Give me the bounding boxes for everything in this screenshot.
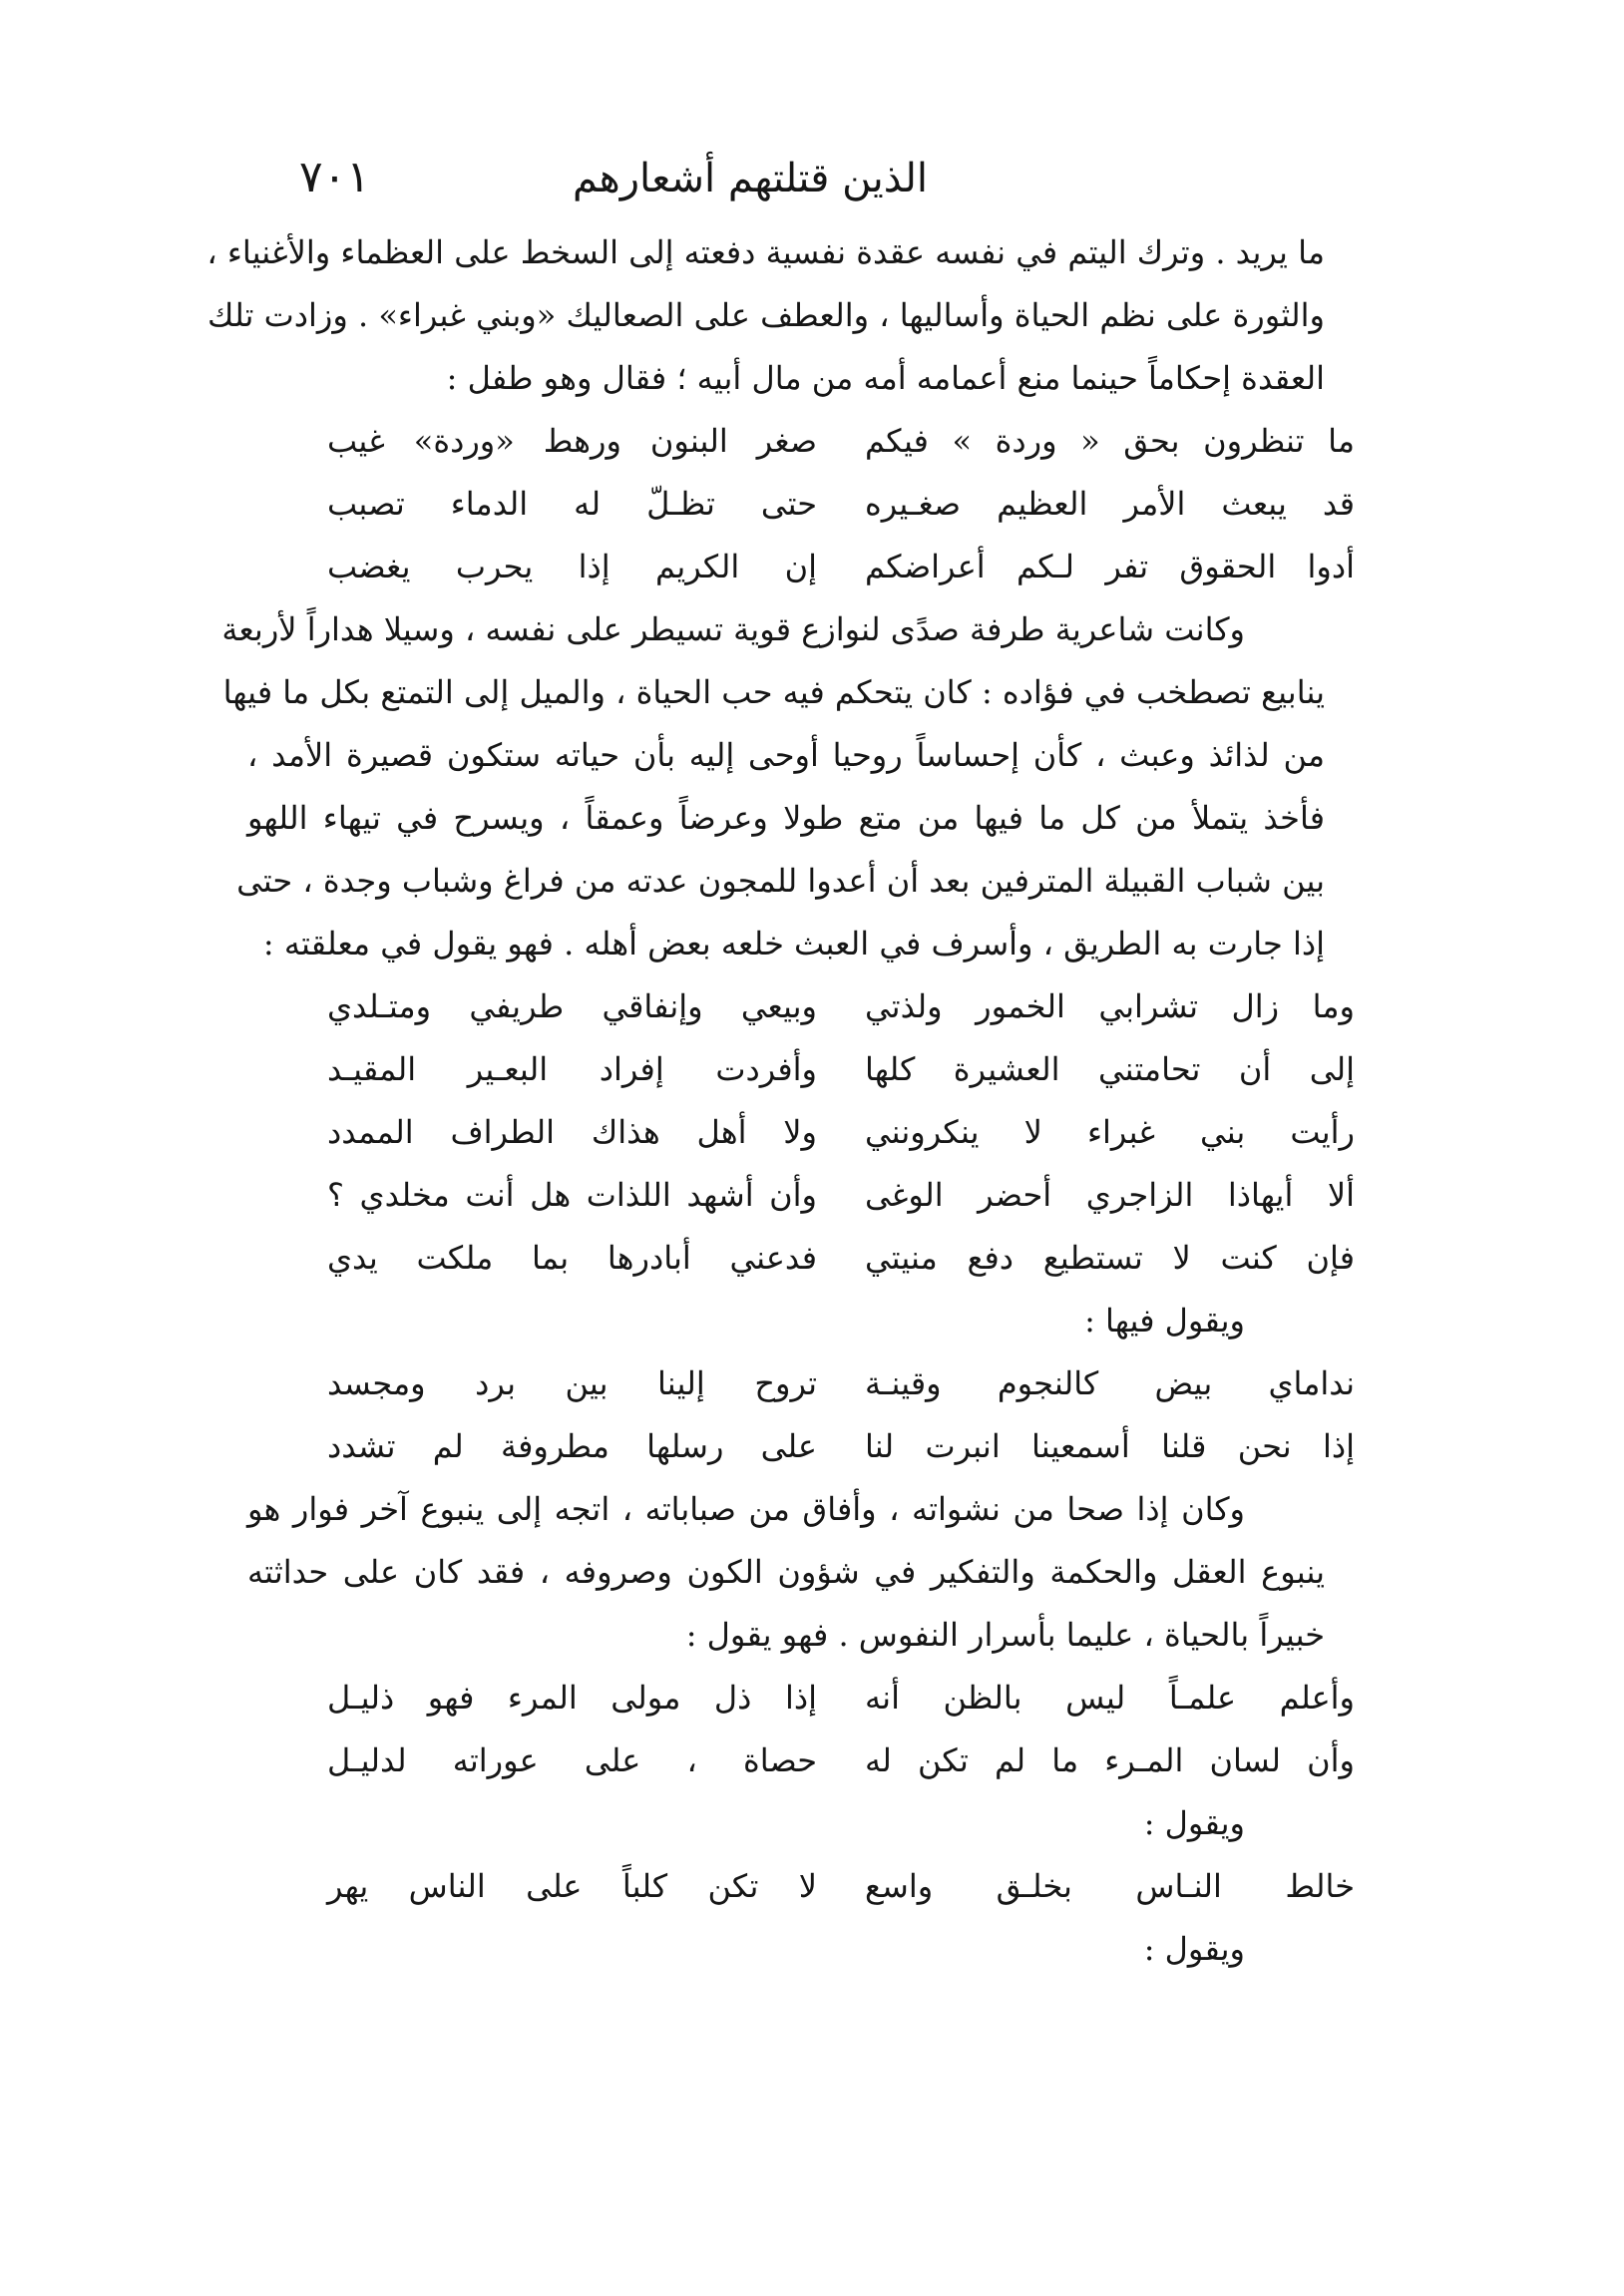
verse-line	[327, 1101, 1355, 1164]
verse-intro-line: ويقول :	[1143, 1804, 1245, 1842]
verse-hemistich-first: وأعلم علمـاً ليس بالظن أنه	[865, 1679, 1355, 1717]
page-body	[206, 221, 1355, 1981]
paragraph-line: بين شباب القبيلة المترفين بعد أن أعدوا للمجون عدته من فراغ وشباب وجدة ، حتى	[236, 862, 1325, 900]
verse-line	[327, 1227, 1355, 1290]
verse-hemistich-second: وأفردت إفراد البعـير المقيـد	[327, 1050, 817, 1088]
running-title: الذين قتلتهم أشعارهم	[572, 156, 928, 201]
verse-line	[327, 1855, 1355, 1918]
verse-hemistich-first: وأن لسان المـرء ما لم تكن له	[865, 1741, 1355, 1779]
verse-line	[327, 410, 1355, 473]
verse-line	[327, 1038, 1355, 1101]
verse-line	[327, 975, 1355, 1038]
paragraph-line: ما يريد . وترك اليتم في نفسه عقدة نفسية دفعته إلى السخط على العظماء والأغنياء ،	[206, 233, 1325, 271]
verse-hemistich-second: وأن أشهد اللذات هل أنت مخلدي ؟	[327, 1176, 817, 1214]
paragraph-line: وكانت شاعرية طرفة صدًى لنوازع قوية تسيطر على نفسه ، وسيلا هداراً لأربعة	[221, 610, 1245, 648]
paragraph-line: العقدة إحكاماً حينما منع أعمامه أمه من مال أبيه ؛ فقال وهو طفل :	[446, 359, 1325, 397]
verse-hemistich-first: أدوا الحقوق تفر لـكم أعراضكم	[865, 548, 1355, 585]
verse-intro-line: ويقول فيها :	[1084, 1302, 1245, 1339]
verse-hemistich-first: قد يبعث الأمر العظيم صغـيره	[865, 485, 1355, 523]
verse-hemistich-second: لا تكن كلباً على الناس يهر	[327, 1867, 817, 1905]
verse-hemistich-second: صغر البنون ورهط «وردة» غيب	[327, 422, 817, 460]
verse-hemistich-first: إذا نحن قلنا أسمعينا انبرت لنا	[865, 1427, 1355, 1465]
paragraph-line: فأخذ يتملأ من كل ما فيها من متع طولا وعرضاً وعمقاً ، ويسرح في تيهاء اللهو	[247, 799, 1325, 837]
verse-hemistich-first: ما تنظرون بحق « وردة » فيكم	[865, 422, 1355, 460]
verse-hemistich-first: إلى أن تحامتني العشيرة كلها	[865, 1050, 1355, 1088]
verse-hemistich-first: رأيت بني غبراء لا ينكرونني	[865, 1113, 1355, 1151]
verse-line	[327, 1164, 1355, 1227]
verse-line	[327, 1667, 1355, 1729]
paragraph-line: وكان إذا صحا من نشواته ، وأفاق من صباباته ، اتجه إلى ينبوع آخر فوار هو	[247, 1490, 1246, 1528]
verse-hemistich-second: على رسلها مطروفة لم تشدد	[327, 1427, 817, 1465]
verse-hemistich-first: فإن كنت لا تستطيع دفع منيتي	[865, 1239, 1355, 1277]
verse-hemistich-second: حصاة ، على عوراته لدليـل	[327, 1741, 817, 1779]
verse-hemistich-first: وما زال تشرابي الخمور ولذتي	[865, 987, 1355, 1025]
verse-hemistich-second: حتى تظـلّ له الدماء تصبب	[327, 485, 817, 523]
verse-intro-line: ويقول :	[1143, 1930, 1245, 1968]
verse-hemistich-second: ولا أهل هذاك الطراف الممدد	[327, 1113, 817, 1151]
paragraph-line: ينابيع تصطخب في فؤاده : كان يتحكم فيه حب الحياة ، والميل إلى التمتع بكل ما فيها	[222, 673, 1325, 711]
paragraph-line: إذا جارت به الطريق ، وأسرف في العبث خلعه بعض أهله . فهو يقول في معلقته :	[262, 925, 1325, 962]
verse-hemistich-second: إن الكريم إذا يحرب يغضب	[327, 548, 817, 585]
verse-line	[327, 1415, 1355, 1478]
paragraph-line: من لذائذ وعبث ، كأن إحساساً روحيا أوحى إليه بأن حياته ستكون قصيرة الأمد ،	[247, 736, 1325, 774]
verse-hemistich-first: ألا أيهاذا الزاجري أحضر الوغى	[865, 1176, 1355, 1214]
verse-line	[327, 1729, 1355, 1792]
verse-hemistich-second: تروح إلينا بين برد ومجسد	[327, 1364, 817, 1402]
paragraph-line: ينبوع العقل والحكمة والتفكير في شؤون الكون وصروفه ، فقد كان على حداثته	[247, 1553, 1325, 1591]
verse-line	[327, 536, 1355, 598]
verse-hemistich-first: خالط النـاس بخلـق واسع	[865, 1867, 1355, 1905]
running-header	[299, 152, 1327, 221]
paragraph-line: والثورة على نظم الحياة وأساليها ، والعطف على الصعاليك «وبني غبراء» . وزادت تلك	[206, 296, 1325, 334]
verse-hemistich-second: إذا ذل مولى المرء فهو ذليـل	[327, 1679, 817, 1717]
verse-hemistich-first: نداماي بيض كالنجوم وقينـة	[865, 1364, 1355, 1402]
verse-line	[327, 1352, 1355, 1415]
verse-hemistich-second: فدعني أبادرها بما ملكت يدي	[327, 1239, 817, 1277]
paragraph-line: خبيراً بالحياة ، عليما بأسرار النفوس . فهو يقول :	[685, 1616, 1325, 1654]
verse-hemistich-second: وبيعي وإنفاقي طريفي ومتـلدي	[327, 987, 817, 1025]
verse-line	[327, 473, 1355, 536]
page-number: ٧٠١	[299, 152, 370, 202]
